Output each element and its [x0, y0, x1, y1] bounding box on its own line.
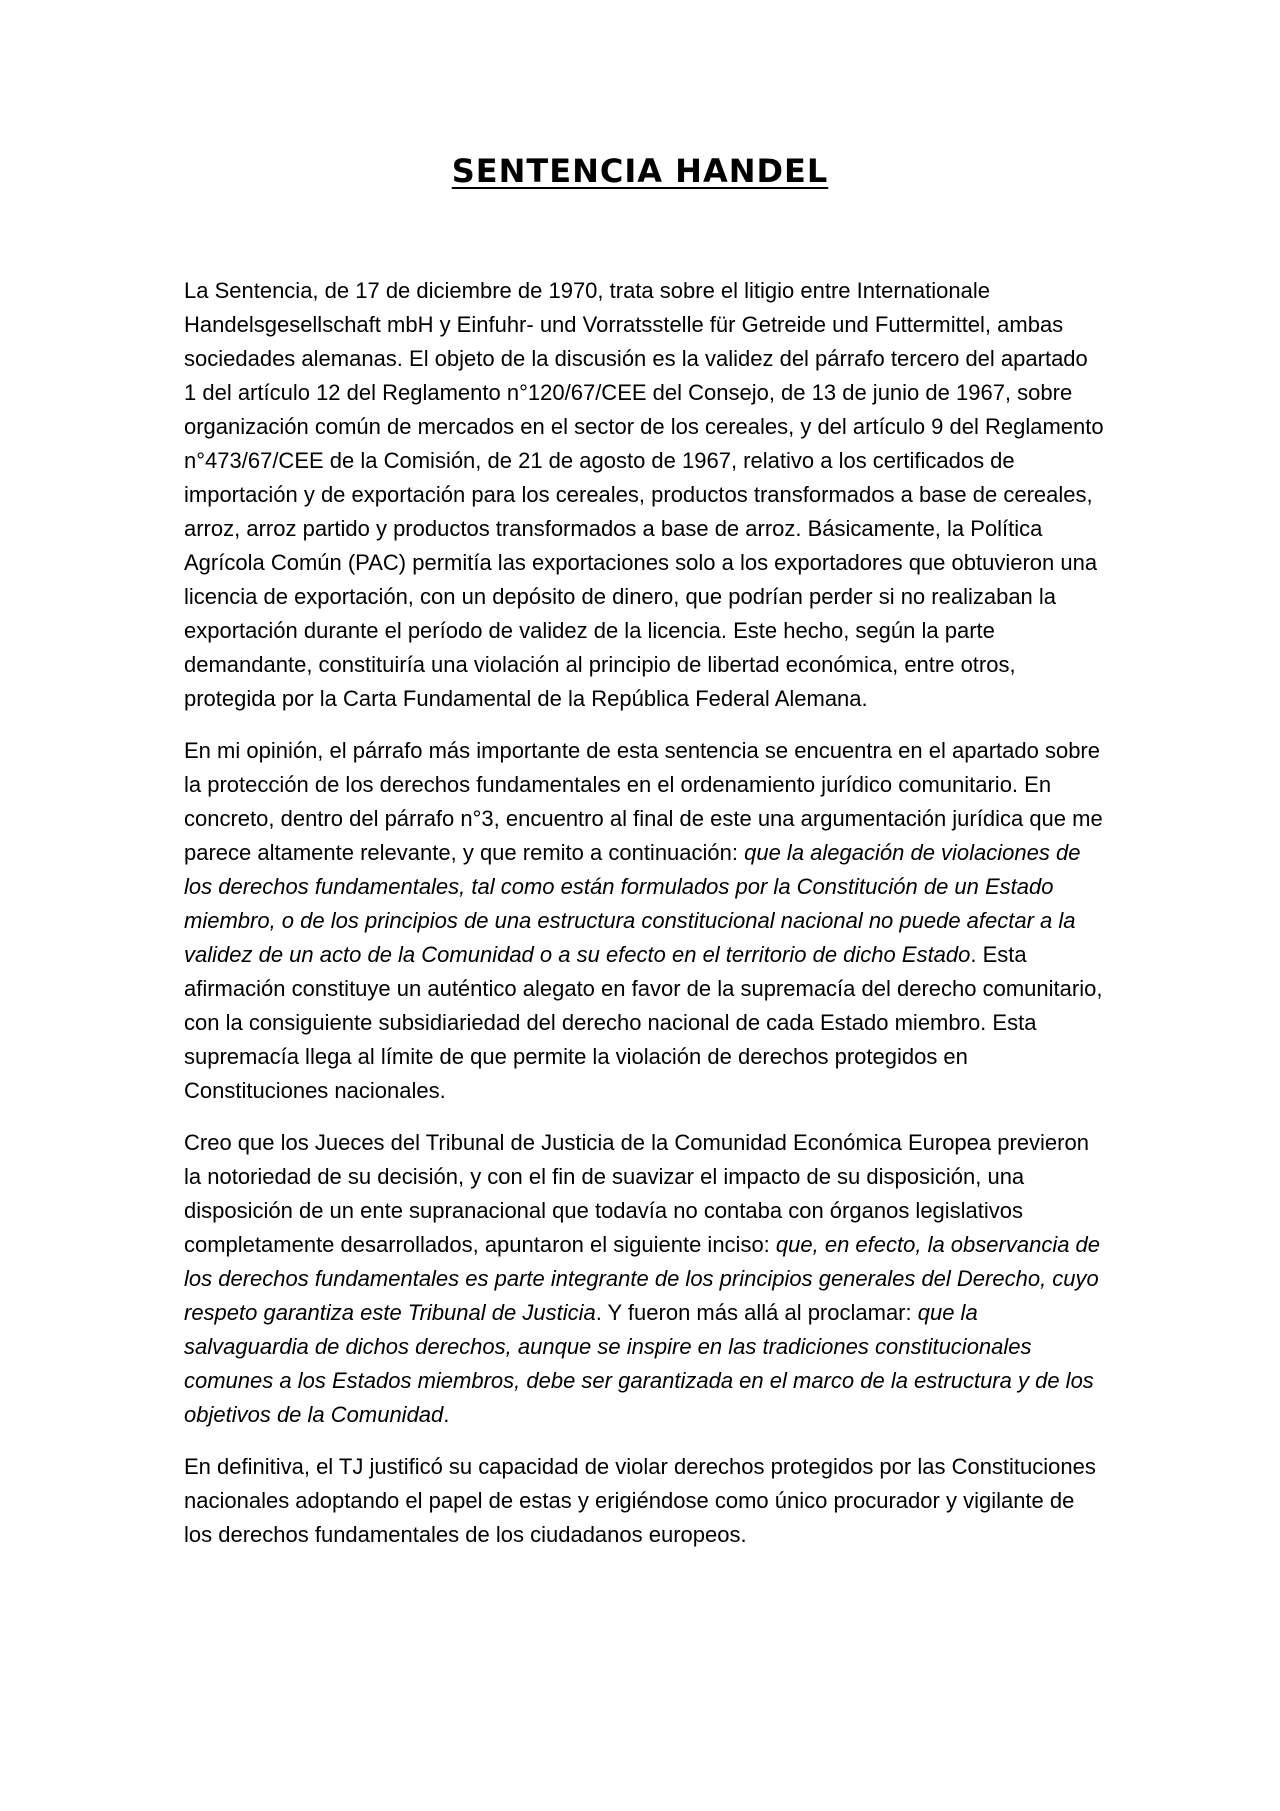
quoted-text: que la alegación de violaciones de los derechos fundamentales, tal como están formulados por la Constitución de un Estado miembro, o de los principios de una estructura constitucional nacional no puede afectar a la validez de un acto de la Comunidad o a su efecto en el territorio de dicho Estado: [184, 840, 1081, 967]
paragraph-text: La Sentencia, de 17 de diciembre de 1970, trata sobre el litigio entre Internationale Handelsgesellschaft mbH y Einfuhr- und Vorratsstelle für Getreide und Futtermittel, ambas sociedades alemanas. El objeto de la discusión es la validez del párrafo tercero del apartado 1 del artículo 12 del Reglamento n°120/67/CEE del Consejo, de 13 de junio de 1967, sobre organización común de mercados en el sector de los cereales, y del artículo 9 del Reglamento n°473/67/CEE de la Comisión, de 21 de agosto de 1967, relativo a los certificados de importación y de exportación para los cereales, productos transformados a base de cereales, arroz, arroz partido y productos transformados a base de arroz. Básicamente, la Política Agrícola Común (PAC) permitía las exportaciones solo a los exportadores que obtuvieron una licencia de exportación, con un depósito de dinero, que podrían perder si no realizaban la exportación durante el período de validez de la licencia. Este hecho, según la parte demandante, constituiría una violación al principio de libertad económica, entre otros, protegida por la Carta Fundamental de la República Federal Alemana.: [184, 278, 1104, 711]
paragraph-text: En definitiva, el TJ justificó su capacidad de violar derechos protegidos por las Constituciones nacionales adoptando el papel de estas y erigiéndose como único procurador y vigilante de los derechos fundamentales de los ciudadanos europeos.: [184, 1454, 1096, 1547]
paragraph-text: Creo que los Jueces del Tribunal de Justicia de la Comunidad Económica Europea previeron la notoriedad de su decisión, y con el fin de suavizar el impacto de su disposición, una disposición de un ente supranacional que todavía no contaba con órganos legislativos completamente desarrollados, apuntaron el siguiente inciso:: [184, 1130, 1089, 1257]
paragraph-text: . Esta afirmación constituye un auténtico alegato en favor de la supremacía del derecho comunitario, con la consiguiente subsidiariedad del derecho nacional de cada Estado miembro. Esta supremacía llega al límite de que permite la violación de derechos protegidos en Constituciones nacionales.: [184, 942, 1103, 1103]
paragraph-1: [184, 274, 1104, 716]
paragraph-text: En mi opinión, el párrafo más importante de esta sentencia se encuentra en el apartado sobre la protección de los derechos fundamentales en el ordenamiento jurídico comunitario. En concreto, dentro del párrafo n°3, encuentro al final de este una argumentación jurídica que me parece altamente relevante, y que remito a continuación:: [184, 738, 1103, 865]
paragraph-4: [184, 1450, 1104, 1552]
document-title: SENTENCIA HANDEL: [451, 152, 829, 190]
paragraph-2: [184, 734, 1104, 1108]
paragraph-text: .: [443, 1402, 450, 1427]
document-body: [184, 274, 1104, 1570]
quoted-text: que, en efecto, la observancia de los derechos fundamentales es parte integrante de los principios generales del Derecho, cuyo respeto garantiza este Tribunal de Justicia: [184, 1232, 1101, 1325]
paragraph-text: . Y fueron más allá al proclamar:: [595, 1300, 918, 1325]
quoted-text: que la salvaguardia de dichos derechos, aunque se inspire en las tradiciones constitucionales comunes a los Estados miembros, debe ser garantizada en el marco de la estructura y de los objetivos de la Comunidad: [184, 1300, 1094, 1427]
paragraph-3: [184, 1126, 1104, 1432]
